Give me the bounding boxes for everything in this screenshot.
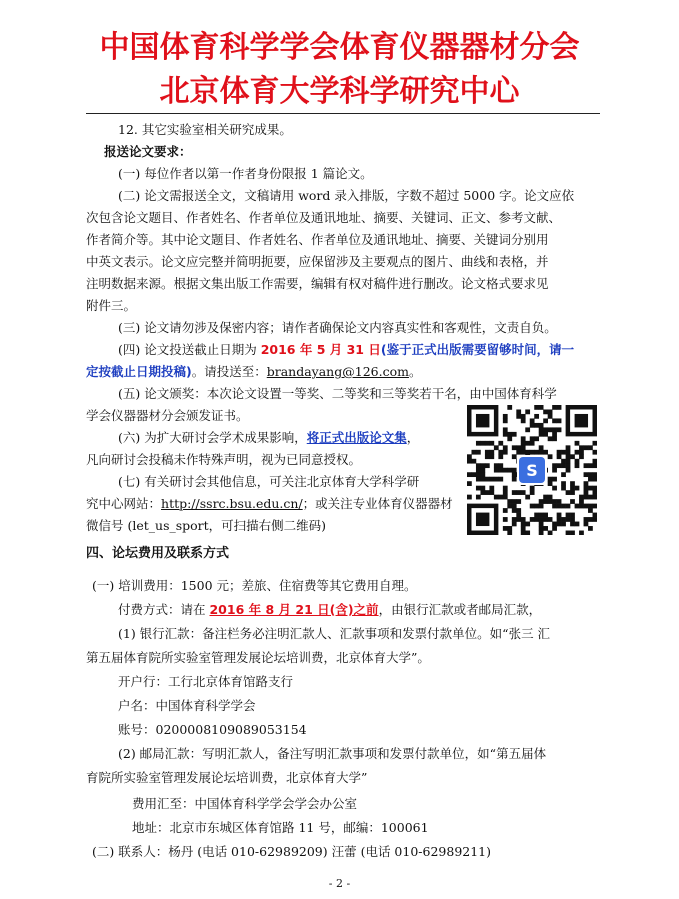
qr-code-icon bbox=[467, 405, 597, 535]
requirement-7-line-1: (七) 有关研讨会其他信息，可关注北京体育大学科学研 bbox=[118, 474, 420, 489]
requirement-6-line-1 bbox=[118, 429, 419, 446]
item-12: 12. 其它实验室相关研究成果。 bbox=[118, 122, 292, 137]
payee: 费用汇至：中国体育科学学会学会办公室 bbox=[132, 796, 358, 811]
page-number: - 2 - bbox=[328, 877, 351, 890]
svg-text:S: S bbox=[526, 461, 538, 480]
requirement-5-line-2: 学会仪器器材分会颁发证书。 bbox=[86, 408, 249, 423]
account-name: 户名：中国体育科学学会 bbox=[118, 698, 256, 713]
header-divider bbox=[86, 113, 600, 114]
deadline-note-1: (鉴于正式出版需要留够时间，请一 bbox=[380, 342, 575, 357]
requirement-3: (三) 论文请勿涉及保密内容；请作者确保论文内容真实性和客观性，文责自负。 bbox=[118, 320, 557, 335]
email-prefix: 。请投送至： bbox=[191, 364, 267, 379]
section-4-title: 四、论坛费用及联系方式 bbox=[86, 546, 230, 561]
deadline-date: 2016 年 5 月 31 日 bbox=[260, 342, 381, 357]
email-end: 。 bbox=[408, 364, 422, 379]
postal-address: 地址：北京市东城区体育馆路 11 号，邮编：100061 bbox=[132, 820, 429, 835]
requirement-4-line-2 bbox=[86, 363, 421, 380]
bank-transfer-line-2: 第五届体育院所实验室管理发展论坛培训费，北京体育大学”。 bbox=[86, 650, 430, 665]
requirement-2-line-1: (二) 论文需报送全文，文稿请用 word 录入排版，字数不超过 5000 字。论文应依 bbox=[118, 188, 575, 203]
requirement-2-line-2: 次包含论文题目、作者姓名、作者单位及通讯地址、摘要、关键词、正文、参考文献、 bbox=[86, 210, 562, 225]
requirement-5-line-1: (五) 论文颁奖：本次论文设置一等奖、二等奖和三等奖若干名，由中国体育科学 bbox=[118, 386, 557, 401]
pay-end: ，由银行汇款或者邮局汇款， bbox=[378, 602, 542, 617]
requirement-2-line-3: 作者简介等。其中论文题目、作者姓名、作者单位及通讯地址、摘要、关键词分别用 bbox=[86, 232, 549, 247]
payment-method-line bbox=[118, 601, 541, 618]
header-title-2: 北京体育大学科学研究中心 bbox=[159, 74, 520, 109]
bank-name: 开户行：工行北京体育馆路支行 bbox=[118, 674, 294, 689]
deadline-prefix: (四) 论文投送截止日期为 bbox=[118, 342, 261, 357]
pay-prefix: 付费方式：请在 bbox=[118, 602, 210, 617]
payment-deadline: 2016 年 8 月 21 日(含)之前 bbox=[209, 602, 379, 617]
requirement-1: (一) 每位作者以第一作者身份限报 1 篇论文。 bbox=[118, 166, 373, 181]
qr-code-image bbox=[467, 405, 597, 535]
r7-end: ；或关注专业体育仪器器材 bbox=[302, 496, 453, 511]
r7-prefix: 究中心网站： bbox=[86, 496, 162, 511]
requirement-2-line-6: 附件三。 bbox=[86, 298, 137, 313]
account-number: 账号：0200008109089053154 bbox=[118, 722, 307, 737]
deadline-note-2: 定按截止日期投稿) bbox=[86, 364, 192, 379]
requirement-7-line-2 bbox=[86, 495, 453, 512]
header-title-1: 中国体育科学学会体育仪器器材分会 bbox=[99, 30, 580, 65]
website-link[interactable]: http://ssrc.bsu.edu.cn/ bbox=[161, 496, 303, 511]
submission-email-link[interactable]: brandayang@126.com bbox=[266, 364, 409, 379]
requirement-6-line-2: 凡向研讨会投稿未作特殊声明，视为已同意授权。 bbox=[86, 452, 362, 467]
requirement-4-line-1 bbox=[118, 341, 574, 358]
requirement-2-line-4: 中英文表示。论文应完整并简明扼要，应保留涉及主要观点的图片、曲线和表格，并 bbox=[86, 254, 549, 269]
r6-prefix: (六) 为扩大研讨会学术成果影响， bbox=[118, 430, 307, 445]
proceedings-link[interactable]: 将正式出版论文集 bbox=[306, 430, 407, 445]
requirements-title: 报送论文要求： bbox=[104, 144, 192, 159]
bank-transfer-line-1: (1) 银行汇款：备注栏务必注明汇款人、汇款事项和发票付款单位。如“张三 汇 bbox=[118, 626, 551, 641]
fee-line: (一) 培训费用：1500 元；差旅、住宿费等其它费用自理。 bbox=[92, 578, 417, 593]
requirement-2-line-5: 注明数据来源。根据文集出版工作需要，编辑有权对稿件进行删改。论文格式要求见 bbox=[86, 276, 549, 291]
postal-transfer-line-1: (2) 邮局汇款：写明汇款人，备注写明汇款事项和发票付款单位，如“第五届体 bbox=[118, 746, 547, 761]
requirement-7-line-3: 微信号 (let_us_sport，可扫描右侧二维码) bbox=[86, 518, 327, 533]
contacts: (二) 联系人：杨丹 (电话 010-62989209) 汪蕾 (电话 010-62989211) bbox=[92, 844, 492, 859]
r6-end: ， bbox=[406, 430, 420, 445]
postal-transfer-line-2: 育院所实验室管理发展论坛培训费，北京体育大学” bbox=[86, 770, 368, 785]
